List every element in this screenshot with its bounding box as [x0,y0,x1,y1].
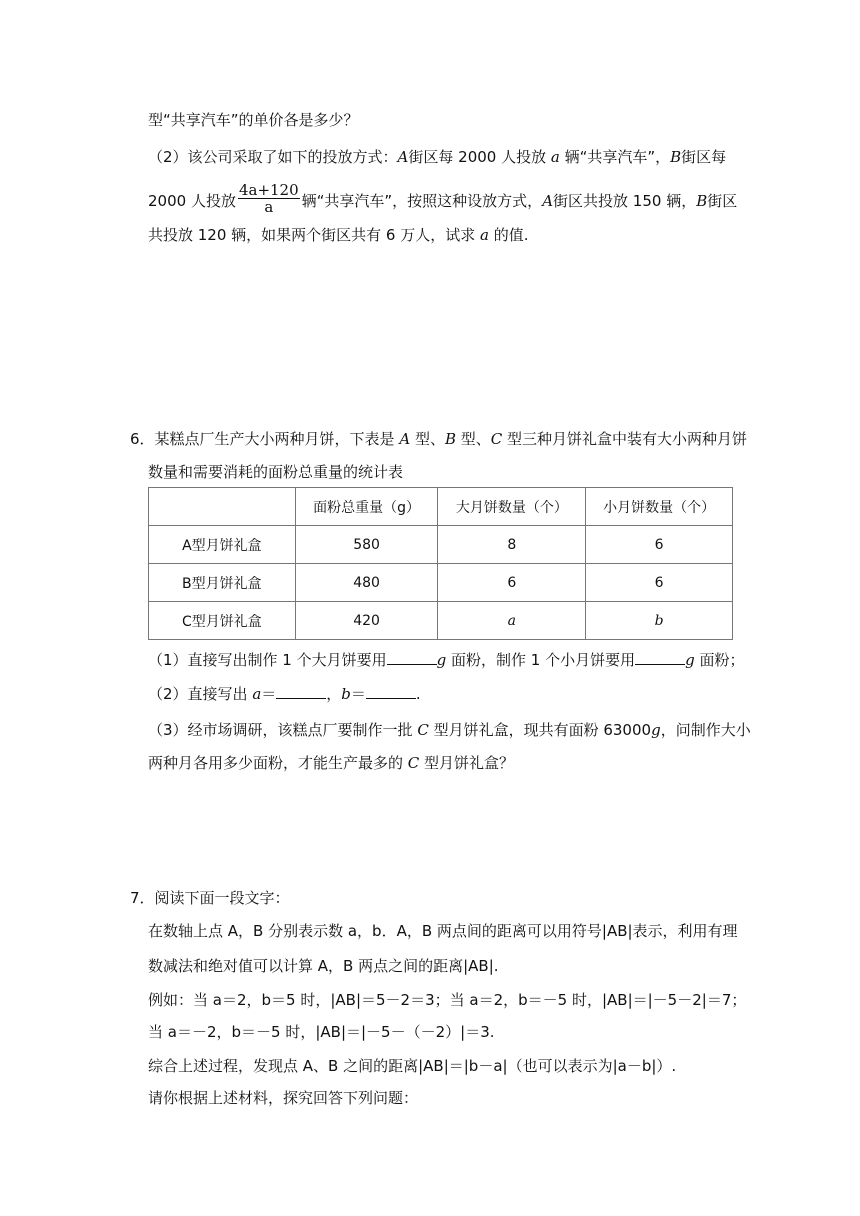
var-A: A [542,192,554,210]
var-B: B [444,430,456,448]
q6-sub2-text: . [415,685,421,703]
q6-stem-line1 [130,429,747,449]
q7-text: 综合上述过程，发现点 A、B 之间的距离|AB|＝|b－a|（也可以表示为|a－b|）. [148,1057,677,1075]
fraction-denominator: a [264,198,274,216]
answer-blank[interactable] [635,650,685,665]
table-cell: a [438,602,586,640]
var-a: a [480,226,489,244]
answer-blank[interactable] [276,684,326,699]
var-A: A [399,430,411,448]
q7-text: 在数轴上点 A，B 分别表示数 a，b．A，B 两点间的距离可以用符号|AB|表示，利用有理 [148,922,738,940]
table-cell: 480 [295,564,438,602]
q6-text: 6．某糕点厂生产大小两种月饼，下表是 [130,430,400,448]
var-B: B [696,192,708,210]
q6-sub3-text: 型月饼礼盒，现共有面粉 63000 [428,721,652,739]
q6-sub2-line [148,684,421,704]
mooncake-stats-table [148,487,733,640]
fraction [238,182,300,215]
q6-sub1-text: 面粉，制作 1 个小月饼要用 [446,651,636,669]
q5-part2-line3 [148,225,529,245]
table-header-row [149,488,733,526]
table-cell: 580 [295,526,438,564]
var-a: a [252,685,262,703]
table-cell: C型月饼礼盒 [149,602,296,640]
q5-tail-line [148,110,359,130]
q7-paragraph-6 [148,1088,418,1108]
q7-title-text: 7．阅读下面一段文字： [130,889,290,907]
q6-stem-line2 [148,462,403,482]
q7-text: 请你根据上述材料，探究回答下列问题： [148,1089,419,1107]
q6-text: 型、 [455,430,491,448]
q5-tail-text: 型“共享汽车”的单价各是多少？ [148,111,359,129]
q6-sub3-text: （3）经市场调研，该糕点厂要制作一批 [148,721,418,739]
q7-paragraph-3 [148,990,746,1010]
q7-text: 当 a＝－2，b＝－5 时，|AB|＝|－5－（－2）|＝3. [148,1023,495,1041]
q5-p2-text: 街区共投放 150 辆， [553,192,697,210]
var-C: C [490,430,503,448]
q6-sub1-text: 面粉； [694,651,745,669]
q6-text: 型、 [410,430,445,448]
q7-paragraph-4 [148,1022,495,1042]
q5-p2-text: 辆“共享汽车”， [559,148,671,166]
var-b: b [341,685,351,703]
table-header-cell: 大月饼数量（个） [438,488,586,526]
unit-g: g [651,721,661,739]
q5-p2-text: 共投放 120 辆，如果两个街区共有 6 万人，试求 [148,226,481,244]
answer-blank[interactable] [387,650,437,665]
q6-sub2-text: ＝ [261,685,277,703]
unit-g: g [685,651,695,669]
table-cell: b [586,602,733,640]
table-cell: B型月饼礼盒 [149,564,296,602]
q5-p2-text: 街区每 [681,148,727,166]
q6-text: 数量和需要消耗的面粉总重量的统计表 [148,463,404,481]
table-cell: 6 [438,564,586,602]
q5-p2-text: 街区 [707,192,738,210]
q5-p2-text: 街区每 2000 人投放 [408,148,551,166]
var-C: C [417,721,429,739]
var-C: C [407,754,420,772]
q5-part2-line2 [148,181,738,218]
table-header-cell [149,488,296,526]
q7-text: 例如：当 a＝2，b＝5 时，|AB|＝5－2＝3；当 a＝2，b＝－5 时，|AB|＝|－5－2|＝7； [148,991,747,1009]
q6-sub2-text: ＝ [350,685,366,703]
answer-blank[interactable] [366,684,416,699]
q6-sub3-text: ，问制作大小 [660,721,751,739]
table-header-cell: 面粉总重量（g） [295,488,438,526]
table-cell: 420 [295,602,438,640]
table-row [149,564,733,602]
fraction-numerator: 4a+120 [238,181,299,199]
q5-p2-text: 辆“共享汽车”，按照这种设放方式， [301,192,543,210]
table-row [149,526,733,564]
q5-part2-line1 [148,147,726,167]
q7-paragraph-1 [148,921,738,941]
q6-sub3-line2 [148,753,514,773]
q6-sub2-text: ， [326,685,342,703]
table-cell: A型月饼礼盒 [149,526,296,564]
q5-p2-text: 的值. [488,226,529,244]
q5-p2-text: （2）该公司采取了如下的投放方式： [148,148,398,166]
table-cell: 6 [586,526,733,564]
table-cell: 6 [586,564,733,602]
q6-text: 型三种月饼礼盒中装有大小两种月饼 [502,430,748,448]
q6-sub3-text: 型月饼礼盒？ [419,754,515,772]
q6-sub1-line [148,650,744,670]
q6-sub2-text: （2）直接写出 [148,685,253,703]
q7-text: 数减法和绝对值可以计算 A，B 两点之间的距离|AB|. [148,957,499,975]
var-A: A [397,148,409,166]
table-cell: 8 [438,526,586,564]
q7-paragraph-2 [148,956,499,976]
q6-sub1-text: （1）直接写出制作 1 个大月饼要用 [148,651,387,669]
q6-sub3-text: 两种月各用多少面粉，才能生产最多的 [148,754,408,772]
table-row [149,602,733,640]
q7-title [130,888,290,908]
q5-p2-text: 2000 人投放 [148,192,236,210]
q6-sub3-line1 [148,720,751,740]
unit-g: g [436,651,447,669]
table-header-cell: 小月饼数量（个） [586,488,733,526]
q7-paragraph-5 [148,1056,676,1076]
var-B: B [670,148,682,166]
var-a: a [550,148,560,166]
